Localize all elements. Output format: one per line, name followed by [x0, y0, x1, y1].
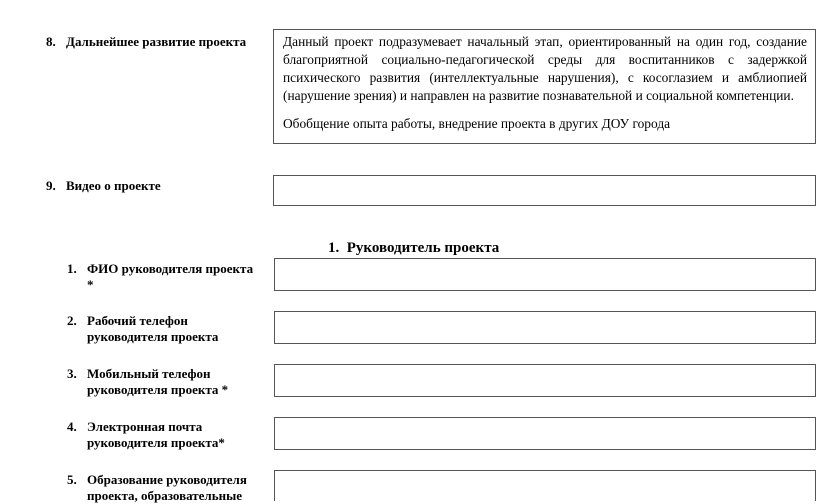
mobile-phone-label-line1: Мобильный телефон — [87, 366, 211, 381]
mobile-phone-input[interactable] — [274, 364, 816, 397]
project-video-input[interactable] — [273, 175, 816, 206]
project-development-paragraph-1: Данный проект подразумевает начальный этап, ориентированный на один год, создание благоприятной социально-педагогической среды для воспитанников с задержкой психического развития (интеллектуальные нарушения), с косоглазием и амблиопией (нарушение зрения) и направлен на развитие познавательной и социальной компетенции. — [283, 34, 807, 103]
section-9-label: Видео о проекте — [66, 178, 161, 193]
leader-name-label-line2: * — [87, 277, 94, 292]
mobile-phone-label — [87, 366, 228, 398]
section-8-number: 8. — [46, 34, 56, 49]
leader-name-label — [87, 261, 253, 293]
field-4-number: 4. — [67, 419, 77, 434]
work-phone-label — [87, 313, 218, 345]
leader-name-label-line1: ФИО руководителя проекта — [87, 261, 254, 276]
work-phone-input[interactable] — [274, 311, 816, 344]
project-leader-heading-number: 1. — [328, 240, 340, 256]
email-input[interactable] — [274, 417, 816, 450]
mobile-phone-label-line2: руководителя проекта * — [87, 382, 229, 397]
education-label — [87, 472, 247, 504]
field-1-number: 1. — [67, 261, 77, 276]
project-leader-heading-title: Руководитель проекта — [346, 240, 500, 256]
education-label-line1: Образование руководителя — [87, 472, 247, 487]
field-2-number: 2. — [67, 313, 77, 328]
education-label-line2: проекта, образовательные — [87, 488, 242, 503]
email-label-line1: Электронная почта — [87, 419, 203, 434]
field-3-number: 3. — [67, 366, 77, 381]
email-label-line2: руководителя проекта* — [87, 435, 225, 450]
section-9-number: 9. — [46, 178, 56, 193]
work-phone-label-line1: Рабочий телефон — [87, 313, 188, 328]
email-label — [87, 419, 225, 451]
work-phone-label-line2: руководителя проекта — [87, 329, 219, 344]
leader-name-input[interactable] — [274, 258, 816, 291]
section-8-label: Дальнейшее развитие проекта — [66, 34, 247, 49]
project-development-field[interactable] — [273, 29, 816, 144]
project-leader-heading — [328, 239, 499, 257]
project-development-paragraph-2: Обобщение опыта работы, внедрение проекта в других ДОУ города — [283, 116, 671, 131]
field-5-number: 5. — [67, 472, 77, 487]
education-input[interactable] — [274, 470, 816, 501]
